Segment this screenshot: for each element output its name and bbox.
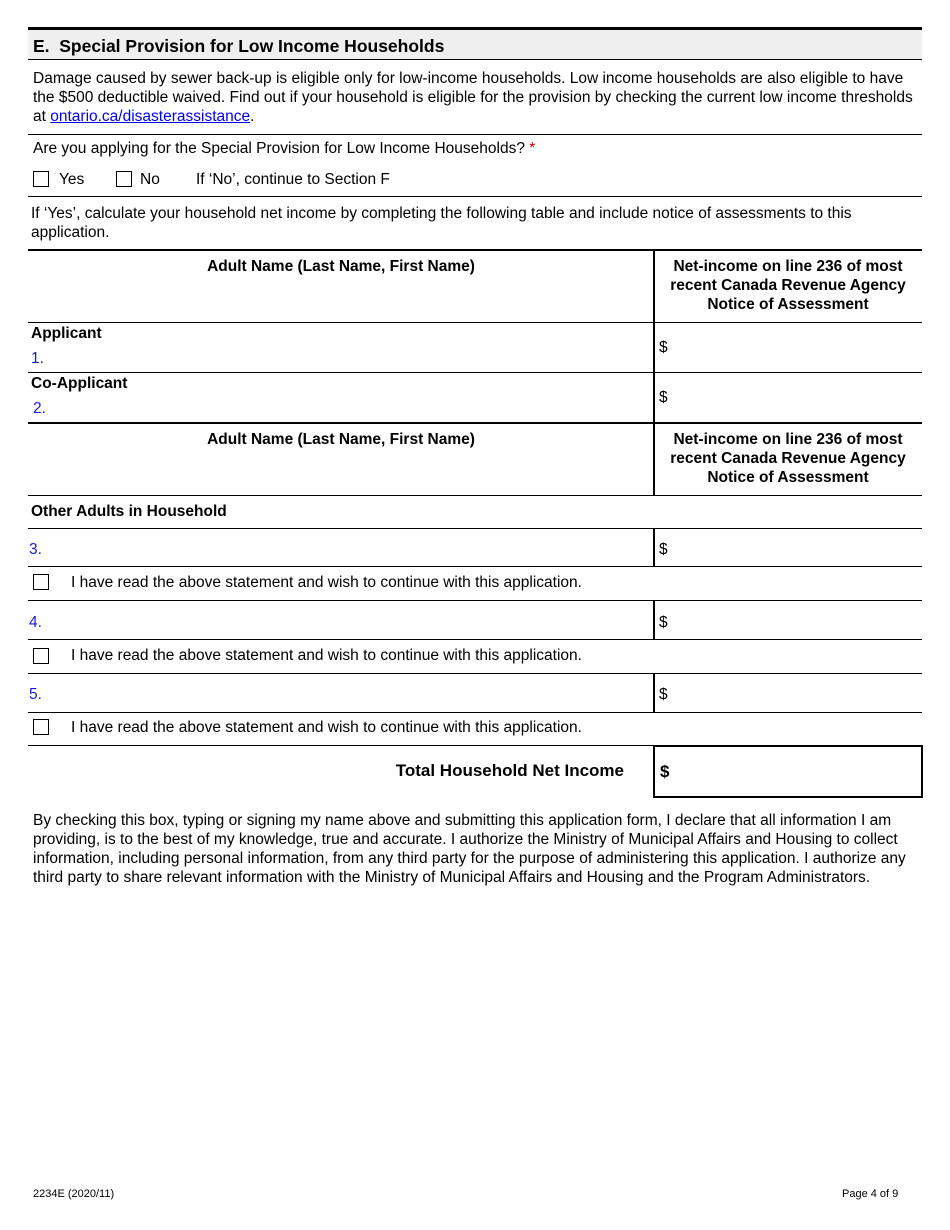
disaster-assistance-link[interactable]: ontario.ca/disasterassistance xyxy=(50,108,251,125)
no-checkbox[interactable] xyxy=(116,171,132,187)
adult-3-income-field[interactable]: $ xyxy=(659,541,668,558)
adult-4-name-field[interactable]: 4. xyxy=(29,614,42,631)
coapplicant-income-field[interactable]: $ xyxy=(659,389,668,406)
required-mark: * xyxy=(529,140,536,157)
intro-paragraph xyxy=(33,69,918,126)
declaration: By checking this box, typing or signing my name above and submitting this application form, I declare that all information I am providing, is to the best of my knowledge, true and accurate. I authorize the Ministry of Municipal Affairs and Housing to collect information, including personal information, from any third party for the purpose of administering this application. I authorize any third party to share relevant information with the Ministry of Municipal Affairs and Housing and the Program Administrators. xyxy=(33,812,906,886)
divider xyxy=(28,673,922,674)
adult-5-statement: I have read the above statement and wish to continue with this application. xyxy=(71,719,582,736)
divider xyxy=(28,322,922,323)
no-label: No xyxy=(140,171,160,188)
instructions: If ‘Yes’, calculate your household net income by completing the following table and include notice of assessments to this application. xyxy=(31,205,852,241)
divider xyxy=(28,639,922,640)
divider xyxy=(28,566,922,567)
question xyxy=(33,139,535,158)
income-column-header-2: Net-income on line 236 of most recent Canada Revenue Agency Notice of Assessment xyxy=(670,431,906,486)
name-column-header-2: Adult Name (Last Name, First Name) xyxy=(207,431,475,448)
applicant-name-field[interactable]: 1. xyxy=(31,350,44,367)
adult-5-name-field[interactable]: 5. xyxy=(29,686,42,703)
adult-5-income-field[interactable]: $ xyxy=(659,686,668,703)
coapplicant-label: Co-Applicant xyxy=(31,375,128,392)
total-label: Total Household Net Income xyxy=(395,761,624,780)
name-column-header: Adult Name (Last Name, First Name) xyxy=(207,258,475,275)
intro-text: Damage caused by sewer back-up is eligible only for low-income households. Low income households are also eligible to have the $500 deductible waived. Find out if your household is eligible for the provision by checking the current low income thresholds at xyxy=(33,70,913,125)
section-header xyxy=(28,27,922,60)
adult-3-statement-checkbox[interactable] xyxy=(33,574,49,590)
adult-4-statement-checkbox[interactable] xyxy=(33,648,49,664)
divider xyxy=(28,600,922,601)
yes-label: Yes xyxy=(59,171,85,188)
divider xyxy=(28,528,922,529)
intro-end: . xyxy=(250,108,255,125)
yes-checkbox[interactable] xyxy=(33,171,49,187)
total-income-box[interactable] xyxy=(653,745,923,798)
page-number: Page 4 of 9 xyxy=(842,1188,899,1200)
divider xyxy=(28,196,922,197)
adult-4-statement: I have read the above statement and wish to continue with this application. xyxy=(71,647,582,664)
column-divider xyxy=(653,600,655,639)
column-divider xyxy=(653,251,655,495)
adult-5-statement-checkbox[interactable] xyxy=(33,719,49,735)
column-divider xyxy=(653,528,655,566)
total-currency: $ xyxy=(660,762,670,781)
divider xyxy=(28,422,922,424)
table-top-border xyxy=(28,249,922,251)
divider xyxy=(28,372,922,373)
column-divider xyxy=(653,673,655,712)
form-id: 2234E (2020/11) xyxy=(33,1188,115,1200)
no-hint: If ‘No’, continue to Section F xyxy=(196,171,390,188)
section-title: E. Special Provision for Low Income Households xyxy=(33,36,445,56)
other-adults-label: Other Adults in Household xyxy=(31,503,227,520)
divider xyxy=(28,134,922,135)
applicant-label: Applicant xyxy=(31,325,102,342)
divider xyxy=(28,712,922,713)
question-text: Are you applying for the Special Provision for Low Income Households? xyxy=(33,140,525,157)
divider xyxy=(28,495,922,496)
adult-3-statement: I have read the above statement and wish to continue with this application. xyxy=(71,574,582,591)
coapplicant-name-field[interactable]: 2. xyxy=(33,400,46,417)
adult-3-name-field[interactable]: 3. xyxy=(29,541,42,558)
income-column-header: Net-income on line 236 of most recent Canada Revenue Agency Notice of Assessment xyxy=(670,258,906,313)
applicant-income-field[interactable]: $ xyxy=(659,339,668,356)
adult-4-income-field[interactable]: $ xyxy=(659,614,668,631)
